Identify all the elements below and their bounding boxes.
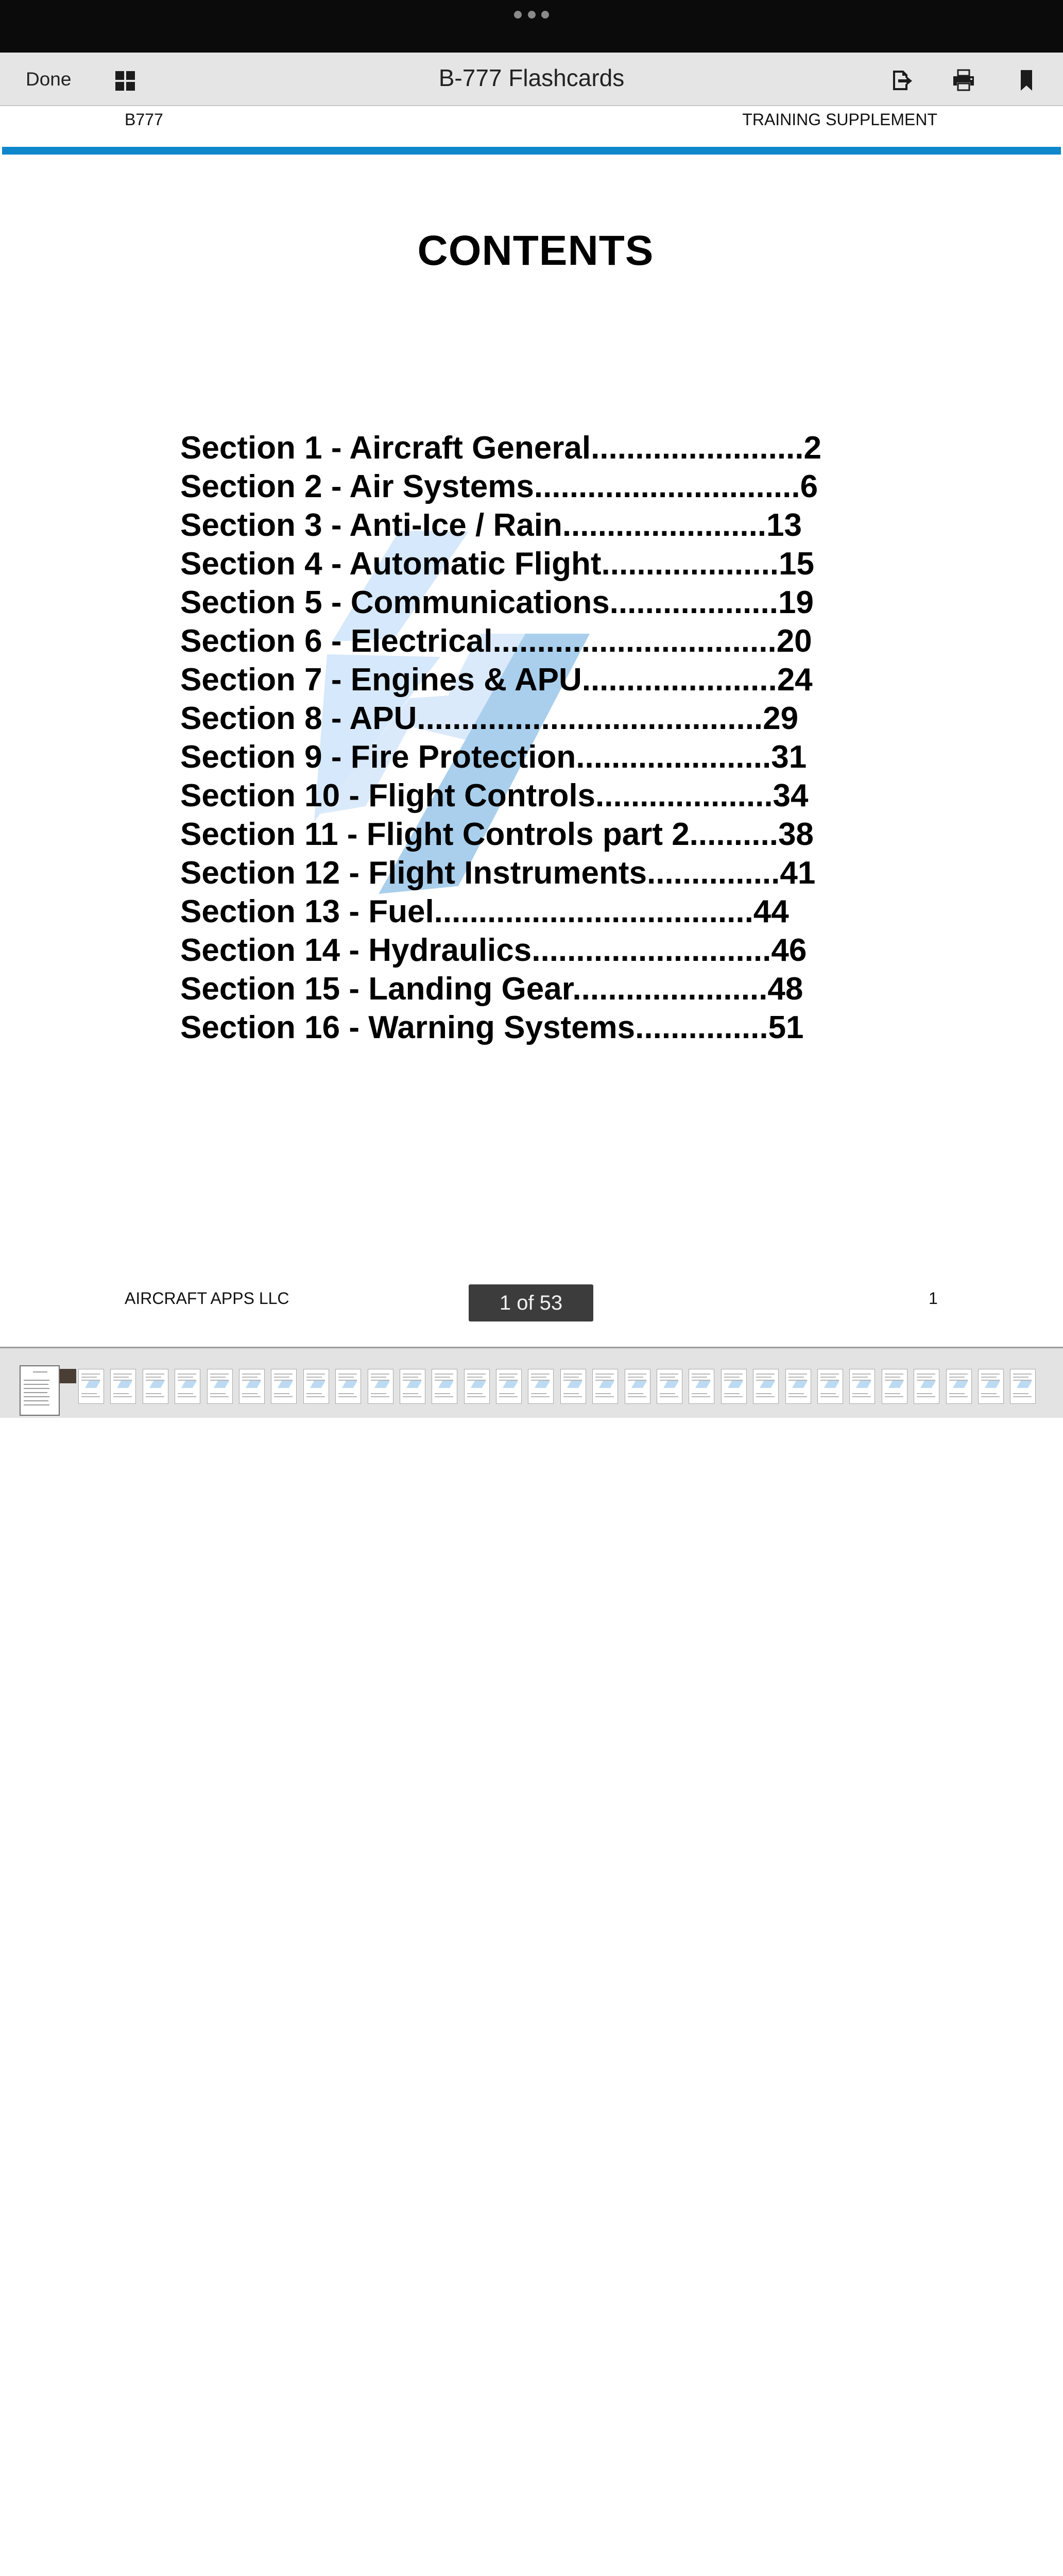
thumbnail-list — [78, 1369, 1042, 1404]
page-thumbnail[interactable] — [175, 1369, 200, 1404]
page-thumbnail[interactable] — [689, 1369, 714, 1404]
page-thumbnail[interactable] — [303, 1369, 329, 1404]
toc-entry[interactable]: Section 1 - Aircraft General........................2 — [180, 430, 821, 466]
document-title: B-777 Flashcards — [438, 64, 625, 91]
table-of-contents — [180, 429, 821, 1047]
photo-thumbnail[interactable] — [60, 1369, 76, 1383]
toc-entry[interactable]: Section 15 - Landing Gear......................48 — [180, 971, 803, 1007]
toc-entry[interactable]: Section 12 - Flight Instruments...............41 — [180, 855, 816, 891]
page-thumbnail[interactable] — [78, 1369, 104, 1404]
bookmark-icon[interactable] — [1015, 69, 1038, 92]
multitasking-menu-icon[interactable] — [514, 9, 549, 20]
document-header-left: B777 — [125, 110, 163, 129]
grid-view-icon[interactable] — [114, 70, 136, 92]
current-page-thumbnail[interactable] — [20, 1365, 60, 1416]
document-header-right: TRAINING SUPPLEMENT — [742, 110, 937, 129]
toc-entry[interactable]: Section 10 - Flight Controls....................34 — [180, 778, 809, 814]
toc-entry[interactable]: Section 11 - Flight Controls part 2..........38 — [180, 817, 814, 852]
page-thumbnail[interactable] — [496, 1369, 522, 1404]
page-thumbnail[interactable] — [914, 1369, 939, 1404]
page-thumbnail[interactable] — [560, 1369, 586, 1404]
page-thumbnail[interactable] — [849, 1369, 875, 1404]
page-thumbnail[interactable] — [464, 1369, 490, 1404]
page-thumbnail[interactable] — [721, 1369, 747, 1404]
page-thumbnail[interactable] — [207, 1369, 233, 1404]
toc-entry[interactable]: Section 6 - Electrical................................20 — [180, 623, 812, 659]
page-thumbnail[interactable] — [785, 1369, 811, 1404]
toc-entry[interactable]: Section 16 - Warning Systems...............51 — [180, 1010, 804, 1045]
page-title: CONTENTS — [417, 227, 654, 274]
page-thumbnail[interactable] — [817, 1369, 843, 1404]
toc-entry[interactable]: Section 5 - Communications...................19 — [180, 585, 814, 620]
page-thumbnail[interactable] — [753, 1369, 779, 1404]
page-thumbnail[interactable] — [592, 1369, 618, 1404]
document-page-number: 1 — [929, 1289, 938, 1308]
page-thumbnail[interactable] — [882, 1369, 907, 1404]
export-icon[interactable] — [890, 69, 914, 92]
page-thumbnail[interactable] — [239, 1369, 265, 1404]
print-icon[interactable] — [952, 69, 975, 92]
toc-entry[interactable]: Section 4 - Automatic Flight....................15 — [180, 546, 814, 582]
toc-entry[interactable]: Section 2 - Air Systems..............................6 — [180, 469, 818, 504]
done-button[interactable]: Done — [26, 69, 72, 90]
page-thumbnail[interactable] — [978, 1369, 1004, 1404]
toc-entry[interactable]: Section 14 - Hydraulics...........................46 — [180, 933, 807, 968]
toc-entry[interactable]: Section 3 - Anti-Ice / Rain.......................13 — [180, 507, 802, 543]
page-thumbnail[interactable] — [657, 1369, 682, 1404]
page-indicator: 1 of 53 — [469, 1284, 593, 1321]
page-thumbnail[interactable] — [400, 1369, 425, 1404]
page-thumbnail[interactable] — [625, 1369, 650, 1404]
page-thumbnail[interactable] — [432, 1369, 457, 1404]
page-thumbnail[interactable] — [143, 1369, 168, 1404]
page-thumbnail[interactable] — [110, 1369, 136, 1404]
page-thumbnail[interactable] — [368, 1369, 393, 1404]
page-thumbnail[interactable] — [271, 1369, 297, 1404]
toc-entry[interactable]: Section 13 - Fuel....................................44 — [180, 894, 789, 929]
page-thumbnail[interactable] — [946, 1369, 972, 1404]
page-thumbnail-strip[interactable] — [0, 1347, 1063, 1418]
page-thumbnail[interactable] — [1010, 1369, 1036, 1404]
header-rule — [2, 147, 1061, 155]
toolbar — [0, 53, 1063, 106]
page-thumbnail[interactable] — [335, 1369, 361, 1404]
document-footer-left: AIRCRAFT APPS LLC — [125, 1289, 289, 1308]
status-bar — [0, 0, 1063, 53]
page-thumbnail[interactable] — [528, 1369, 554, 1404]
toc-entry[interactable]: Section 8 - APU.......................................29 — [180, 701, 799, 736]
toc-entry[interactable]: Section 9 - Fire Protection......................31 — [180, 739, 807, 775]
toc-entry[interactable]: Section 7 - Engines & APU......................24 — [180, 662, 813, 698]
